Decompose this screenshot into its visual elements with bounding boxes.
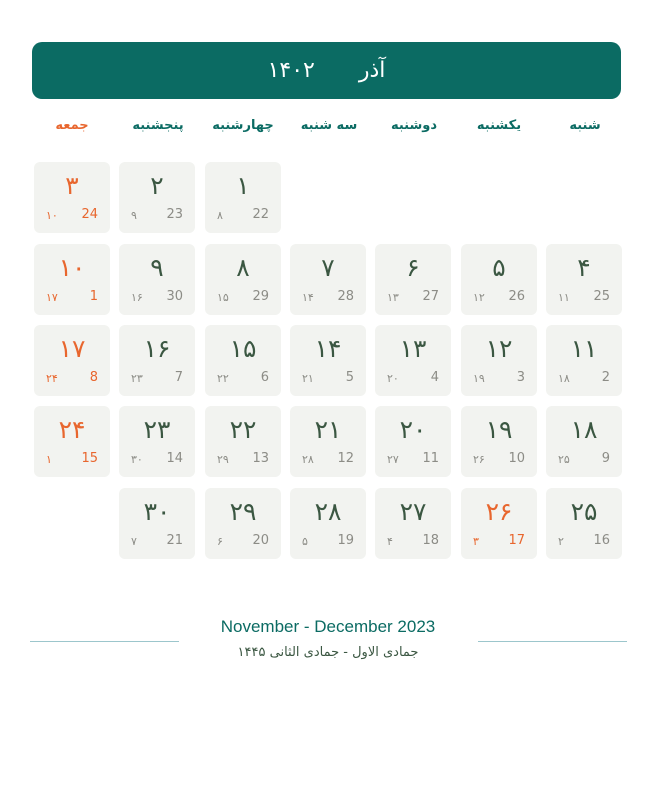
- persian-day-number: ۲: [150, 171, 164, 200]
- gregorian-date: 21: [166, 533, 183, 548]
- hijri-date: ۱۷: [46, 291, 58, 304]
- hijri-date: ۳: [473, 535, 479, 548]
- gregorian-date: 2: [601, 370, 610, 385]
- hijri-date: ۲۵: [558, 453, 570, 466]
- gregorian-date: 26: [508, 289, 525, 304]
- hijri-date: ۸: [217, 209, 223, 222]
- day-cell[interactable]: [34, 244, 110, 315]
- persian-day-number: ۱۰: [58, 253, 86, 282]
- day-cell[interactable]: [205, 488, 281, 559]
- hijri-date: ۱: [46, 453, 52, 466]
- persian-day-number: ۶: [406, 253, 420, 282]
- day-cell[interactable]: [461, 325, 537, 396]
- hijri-date: ۷: [131, 535, 137, 548]
- day-cell[interactable]: [290, 488, 366, 559]
- day-cell[interactable]: [546, 406, 622, 477]
- day-cell[interactable]: [34, 325, 110, 396]
- hijri-date: ۲۱: [302, 372, 314, 385]
- hijri-date: ۹: [131, 209, 137, 222]
- persian-day-number: ۱۲: [485, 334, 513, 363]
- hijri-date: ۱۶: [131, 291, 143, 304]
- hijri-date: ۱۰: [46, 209, 58, 222]
- day-cell[interactable]: [205, 244, 281, 315]
- gregorian-date: 29: [252, 289, 269, 304]
- gregorian-date: 18: [422, 533, 439, 548]
- hijri-date: ۲۸: [302, 453, 314, 466]
- persian-day-number: ۱۵: [229, 334, 257, 363]
- hijri-date: ۲۰: [387, 372, 399, 385]
- gregorian-date: 17: [508, 533, 525, 548]
- day-cell[interactable]: [461, 406, 537, 477]
- persian-day-number: ۲۸: [314, 497, 342, 526]
- weekday-tuesday: سه شنبه: [300, 118, 358, 133]
- day-cell[interactable]: [205, 325, 281, 396]
- day-cell[interactable]: [375, 488, 451, 559]
- hijri-date: ۱۴: [302, 291, 314, 304]
- day-cell[interactable]: [290, 325, 366, 396]
- day-cell[interactable]: [546, 325, 622, 396]
- hijri-date: ۱۵: [217, 291, 229, 304]
- hijri-date: ۲۹: [217, 453, 229, 466]
- hijri-date: ۶: [217, 535, 223, 548]
- gregorian-date: 3: [516, 370, 525, 385]
- persian-day-number: ۱۷: [58, 334, 86, 363]
- gregorian-date: 13: [252, 451, 269, 466]
- hijri-date: ۵: [302, 535, 308, 548]
- persian-day-number: ۹: [150, 253, 164, 282]
- hijri-date: ۱۸: [558, 372, 570, 385]
- persian-day-number: ۴: [577, 253, 591, 282]
- persian-day-number: ۲۵: [570, 497, 598, 526]
- persian-day-number: ۲۳: [143, 415, 171, 444]
- hijri-date: ۴: [387, 535, 393, 548]
- gregorian-date: 4: [430, 370, 439, 385]
- gregorian-date: 27: [422, 289, 439, 304]
- gregorian-date: 7: [174, 370, 183, 385]
- hijri-date: ۱۳: [387, 291, 399, 304]
- weekday-saturday: شنبه: [569, 118, 601, 133]
- gregorian-date: 11: [422, 451, 439, 466]
- persian-day-number: ۲۱: [314, 415, 342, 444]
- gregorian-date: 30: [166, 289, 183, 304]
- hijri-date: ۲۲: [217, 372, 229, 385]
- hijri-months-label: جمادی الاول - جمادی الثانی ۱۴۴۵: [237, 645, 419, 660]
- weekday-sunday: یکشنبه: [476, 118, 522, 133]
- gregorian-date: 9: [601, 451, 610, 466]
- gregorian-date: 28: [337, 289, 354, 304]
- day-cell[interactable]: [290, 406, 366, 477]
- persian-day-number: ۱: [236, 171, 250, 200]
- gregorian-date: 12: [337, 451, 354, 466]
- day-cell[interactable]: [375, 244, 451, 315]
- persian-day-number: ۲۹: [229, 497, 257, 526]
- weekday-monday: دوشنبه: [390, 118, 438, 133]
- persian-day-number: ۱۹: [485, 415, 513, 444]
- hijri-date: ۲۳: [131, 372, 143, 385]
- persian-day-number: ۲۷: [399, 497, 427, 526]
- gregorian-date: 24: [81, 207, 98, 222]
- persian-day-number: ۱۳: [399, 334, 427, 363]
- day-cell[interactable]: [119, 406, 195, 477]
- persian-day-number: ۳۰: [143, 497, 171, 526]
- gregorian-date: 23: [166, 207, 183, 222]
- weekday-thursday: پنجشنبه: [132, 118, 184, 133]
- day-cell[interactable]: [461, 244, 537, 315]
- day-cell[interactable]: [290, 244, 366, 315]
- hijri-date: ۲۴: [46, 372, 58, 385]
- hijri-date: ۲۷: [387, 453, 399, 466]
- hijri-date: ۲۶: [473, 453, 485, 466]
- gregorian-date: 14: [166, 451, 183, 466]
- gregorian-date: 10: [508, 451, 525, 466]
- persian-day-number: ۲۰: [399, 415, 427, 444]
- year-label: ۱۴۰۲: [267, 57, 315, 83]
- footer-divider-right: [478, 641, 627, 642]
- hijri-date: ۱۱: [558, 291, 570, 304]
- hijri-date: ۱۹: [473, 372, 485, 385]
- day-cell[interactable]: [375, 406, 451, 477]
- day-cell[interactable]: [546, 244, 622, 315]
- gregorian-months-label: November - December 2023: [220, 617, 436, 636]
- persian-day-number: ۱۱: [570, 334, 598, 363]
- persian-day-number: ۲۴: [58, 415, 86, 444]
- day-cell[interactable]: [546, 488, 622, 559]
- day-cell[interactable]: [461, 488, 537, 559]
- persian-day-number: ۱۶: [143, 334, 171, 363]
- hijri-date: ۲: [558, 535, 564, 548]
- hijri-date: ۳۰: [131, 453, 143, 466]
- footer-divider-left: [30, 641, 179, 642]
- gregorian-date: 19: [337, 533, 354, 548]
- gregorian-date: 1: [89, 289, 98, 304]
- day-cell[interactable]: [119, 162, 195, 233]
- persian-day-number: ۲۶: [485, 497, 513, 526]
- persian-day-number: ۱۴: [314, 334, 342, 363]
- day-cell[interactable]: [205, 406, 281, 477]
- gregorian-date: 25: [593, 289, 610, 304]
- persian-day-number: ۸: [236, 253, 250, 282]
- gregorian-date: 15: [81, 451, 98, 466]
- day-cell[interactable]: [119, 325, 195, 396]
- hijri-date: ۱۲: [473, 291, 485, 304]
- weekday-wednesday: چهارشنبه: [212, 118, 274, 133]
- persian-day-number: ۵: [492, 253, 506, 282]
- gregorian-date: 16: [593, 533, 610, 548]
- persian-day-number: ۱۸: [570, 415, 598, 444]
- day-cell[interactable]: [375, 325, 451, 396]
- persian-day-number: ۲۲: [229, 415, 257, 444]
- persian-day-number: ۳: [65, 171, 79, 200]
- day-cell[interactable]: [34, 162, 110, 233]
- month-name: آذر: [358, 57, 386, 83]
- day-cell[interactable]: [34, 406, 110, 477]
- day-cell[interactable]: [205, 162, 281, 233]
- day-cell[interactable]: [119, 244, 195, 315]
- gregorian-date: 8: [89, 370, 98, 385]
- gregorian-date: 5: [345, 370, 354, 385]
- gregorian-date: 20: [252, 533, 269, 548]
- persian-day-number: ۷: [321, 253, 335, 282]
- day-cell[interactable]: [119, 488, 195, 559]
- gregorian-date: 6: [260, 370, 269, 385]
- weekday-friday: جمعه: [55, 118, 89, 133]
- gregorian-date: 22: [252, 207, 269, 222]
